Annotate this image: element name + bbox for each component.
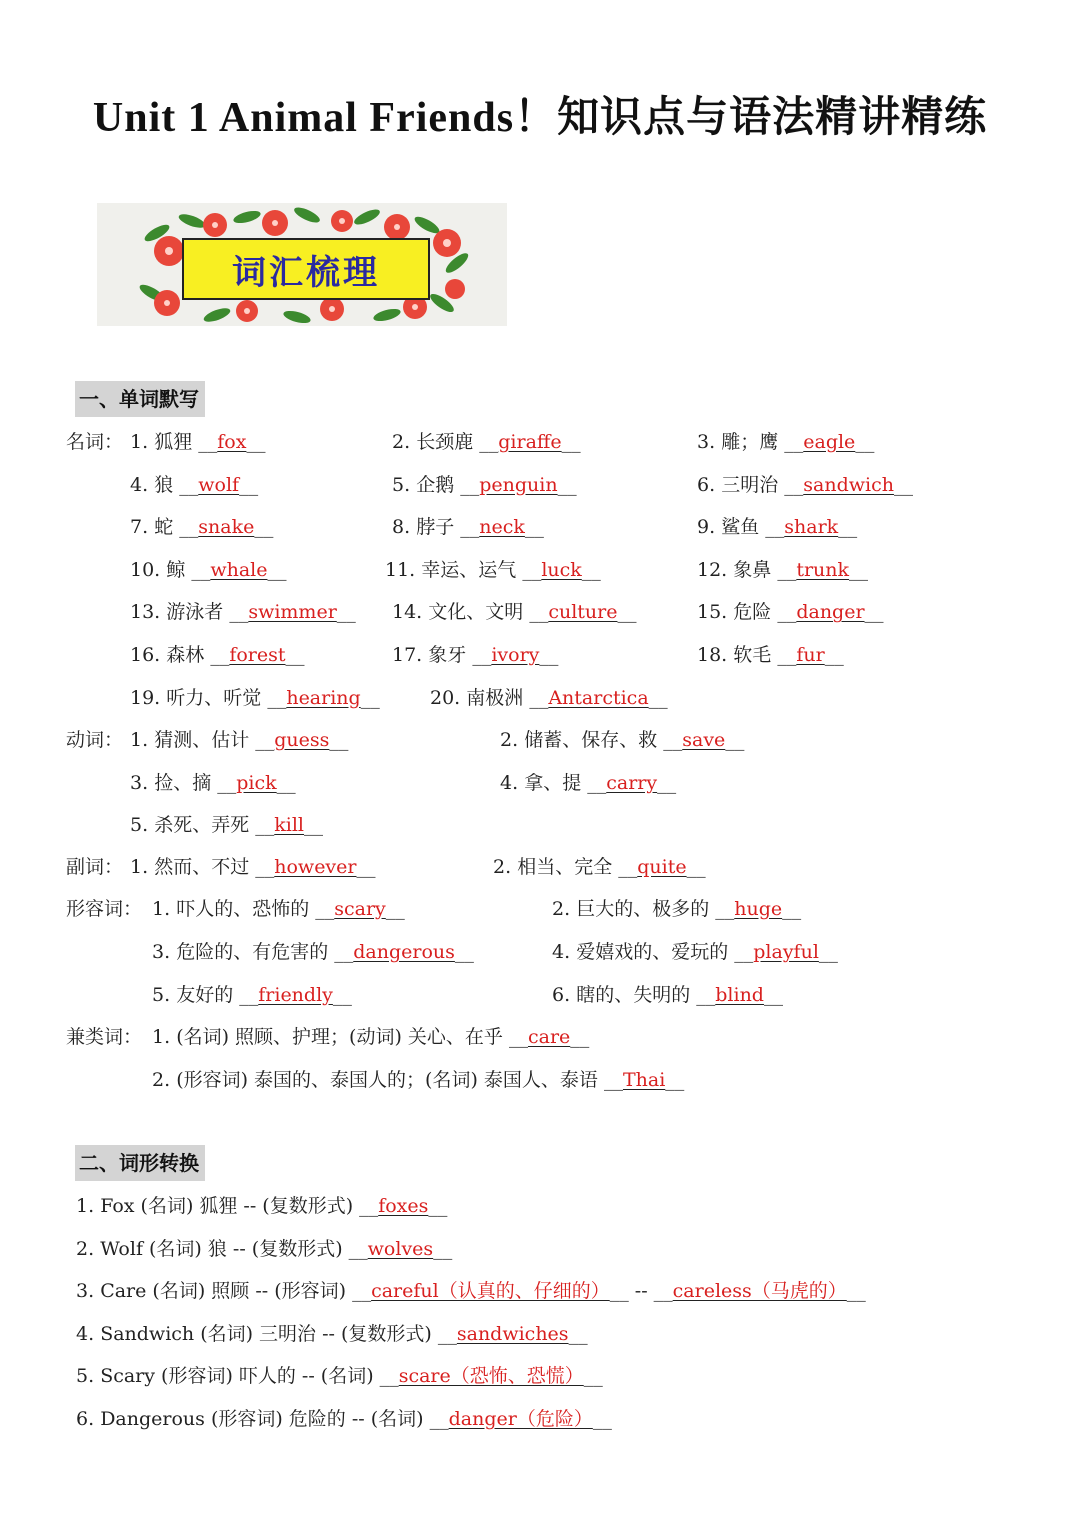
answer-blank: __ <box>609 1280 629 1303</box>
item-chinese: 然而、不过 <box>154 856 250 878</box>
item-number: 1. <box>130 729 149 751</box>
item-chinese: (名词) 照顾、护理；(动词) 关心、在乎 <box>176 1026 503 1048</box>
vocab-item <box>130 558 286 582</box>
item-number: 13. <box>130 601 161 624</box>
answer-text: ivory <box>491 644 540 666</box>
item-chinese: 游泳者 <box>166 601 224 624</box>
answer-blank: __ <box>353 1195 379 1217</box>
answer-blank: __ <box>423 1408 449 1430</box>
answer-text: fox <box>217 431 247 453</box>
item-number: 2. <box>500 729 519 751</box>
vocab-item <box>392 473 577 497</box>
item-chinese: 文化、文明 <box>428 601 524 624</box>
answer-text: wolves <box>367 1237 434 1260</box>
answer-blank: __ <box>276 772 296 794</box>
answer-blank: __ <box>570 1026 590 1048</box>
answer-text: care <box>527 1026 571 1048</box>
answer-blank: __ <box>524 516 544 539</box>
answer-blank: __ <box>304 814 323 836</box>
answer-text: culture <box>548 601 618 624</box>
vocab-item <box>392 600 636 624</box>
item-number: 2. <box>493 856 512 878</box>
answer-blank: __ <box>778 473 804 496</box>
item-prompt: Dangerous (形容词) 危险的 -- (名词) <box>100 1408 424 1430</box>
item-chinese: 象牙 <box>428 644 467 666</box>
item-number: 4. <box>76 1322 95 1345</box>
word-form-item <box>76 1364 603 1388</box>
answer-blank: __ <box>539 644 559 666</box>
item-number: 5. <box>76 1365 95 1388</box>
item-chinese: 友好的 <box>176 984 234 1006</box>
item-prompt: Fox (名词) 狐狸 -- (复数形式) <box>100 1195 354 1217</box>
item-chinese: 爱嬉戏的、爱玩的 <box>576 941 729 963</box>
answer-text: swimmer <box>248 601 337 624</box>
answer-blank: __ <box>523 686 549 709</box>
item-number: 2. <box>152 1069 171 1091</box>
answer-blank: __ <box>612 856 638 878</box>
answer-blank: __ <box>332 984 352 1006</box>
answer-text: blind <box>715 984 764 1006</box>
item-number: 18. <box>697 644 728 666</box>
vocab-item <box>130 473 258 497</box>
answer-blank: __ <box>597 1069 623 1091</box>
answer-blank: __ <box>771 558 797 581</box>
item-chinese: 吓人的、恐怖的 <box>176 898 310 920</box>
item-number: 1. <box>152 1026 171 1048</box>
vocab-item <box>130 600 356 624</box>
category-label-adjectives: 形容词： <box>66 898 143 920</box>
item-chinese: 森林 <box>166 644 205 666</box>
word-form-item <box>76 1407 612 1431</box>
answer-blank: __ <box>454 941 474 963</box>
answer-blank: __ <box>192 431 218 453</box>
item-chinese: 相当、完全 <box>517 856 613 878</box>
item-separator: -- <box>628 1280 654 1303</box>
answer-blank: __ <box>473 431 499 453</box>
item-chinese: (形容词) 泰国的、泰国人的；(名词) 泰国人、泰语 <box>176 1069 598 1091</box>
answer-blank: __ <box>173 473 199 496</box>
item-prompt: Sandwich (名词) 三明治 -- (复数形式) <box>100 1322 432 1345</box>
item-chinese: 拿、提 <box>524 772 582 794</box>
answer-blank: __ <box>233 984 259 1006</box>
answer-blank: __ <box>778 431 804 453</box>
item-chinese: 听力、听觉 <box>166 686 262 709</box>
answer-text: dangerous <box>353 941 455 963</box>
answer-blank: __ <box>592 1408 612 1430</box>
answer-text: danger（危险） <box>448 1408 593 1430</box>
item-number: 19. <box>130 686 161 709</box>
answer-blank: __ <box>657 772 677 794</box>
answer-blank: __ <box>431 1322 457 1345</box>
item-number: 16. <box>130 644 161 666</box>
item-chinese: 三明治 <box>721 473 779 496</box>
answer-text: careful（认真的、仔细的） <box>371 1280 610 1303</box>
answer-text: huge <box>734 898 783 920</box>
item-number: 6. <box>552 984 571 1006</box>
answer-text: friendly <box>258 984 333 1006</box>
vocab-item <box>430 686 668 710</box>
answer-blank: __ <box>818 941 838 963</box>
vocab-item <box>152 1068 684 1092</box>
item-number: 11. <box>385 558 416 581</box>
item-chinese: 鲸 <box>166 558 186 581</box>
answer-blank: __ <box>342 1237 368 1260</box>
vocab-item <box>152 983 352 1007</box>
answer-blank: __ <box>657 729 683 751</box>
answer-text: however <box>274 856 357 878</box>
answer-blank: __ <box>838 516 858 539</box>
answer-text: hearing <box>286 686 361 709</box>
answer-blank: __ <box>356 856 376 878</box>
answer-blank: __ <box>204 644 230 666</box>
category-label-adverbs: 副词： <box>66 856 124 878</box>
category-label-verbs: 动词： <box>66 729 124 751</box>
vocab-item <box>130 855 376 879</box>
answer-text: danger <box>796 601 865 624</box>
item-number: 5. <box>392 473 411 496</box>
answer-text: luck <box>541 558 582 581</box>
answer-text: neck <box>479 516 525 539</box>
category-label-multi-class: 兼类词： <box>66 1026 143 1048</box>
answer-blank: __ <box>846 1280 866 1303</box>
answer-blank: __ <box>309 898 335 920</box>
answer-blank: __ <box>516 558 542 581</box>
answer-blank: __ <box>428 1195 448 1217</box>
item-chinese: 雕；鹰 <box>721 431 779 453</box>
answer-blank: __ <box>759 516 785 539</box>
item-chinese: 幸运、运气 <box>421 558 517 581</box>
vocab-item <box>493 855 706 879</box>
item-number: 10. <box>130 558 161 581</box>
answer-text: shark <box>784 516 839 539</box>
answer-text: penguin <box>479 473 558 496</box>
answer-text: pick <box>236 772 277 794</box>
word-form-item <box>76 1279 866 1303</box>
item-chinese: 狐狸 <box>154 431 193 453</box>
answer-blank: __ <box>246 431 266 453</box>
vocab-item <box>697 430 874 454</box>
answer-blank: __ <box>336 601 356 624</box>
section-heading-dictation: 一、单词默写 <box>75 381 205 417</box>
item-number: 1. <box>130 856 149 878</box>
item-number: 1. <box>76 1195 95 1217</box>
answer-text: giraffe <box>498 431 562 453</box>
answer-text: scary <box>334 898 386 920</box>
item-number: 4. <box>500 772 519 794</box>
item-chinese: 企鹅 <box>416 473 455 496</box>
vocab-item <box>152 897 405 921</box>
answer-blank: __ <box>373 1365 399 1388</box>
answer-blank: __ <box>855 431 875 453</box>
answer-blank: __ <box>617 601 637 624</box>
word-form-item <box>76 1322 588 1346</box>
item-number: 2. <box>552 898 571 920</box>
item-number: 4. <box>552 941 571 963</box>
answer-text: playful <box>753 941 819 963</box>
answer-blank: __ <box>690 984 716 1006</box>
vocab-item <box>697 515 857 539</box>
answer-blank: __ <box>239 473 259 496</box>
item-chinese: 危险的、有危害的 <box>176 941 329 963</box>
word-form-item <box>76 1194 447 1218</box>
answer-blank: __ <box>223 601 249 624</box>
item-number: 2. <box>392 431 411 453</box>
answer-text: carry <box>606 772 658 794</box>
answer-blank: __ <box>211 772 237 794</box>
answer-blank: __ <box>725 729 745 751</box>
answer-text: eagle <box>803 431 856 453</box>
item-number: 3. <box>76 1280 95 1303</box>
banner-label: 词汇梳理 <box>182 238 430 300</box>
item-number: 20. <box>430 686 461 709</box>
item-number: 8. <box>392 516 411 539</box>
answer-blank: __ <box>249 856 275 878</box>
vocab-item <box>697 600 884 624</box>
answer-text: guess <box>274 729 330 751</box>
item-number: 1. <box>130 431 149 453</box>
item-prompt: Care (名词) 照顾 -- (形容词) <box>100 1280 347 1303</box>
answer-blank: __ <box>360 686 380 709</box>
answer-blank: __ <box>185 558 211 581</box>
answer-blank: __ <box>466 644 492 666</box>
item-number: 1. <box>152 898 171 920</box>
answer-text: careless（马虎的） <box>672 1280 847 1303</box>
answer-text: quite <box>637 856 687 878</box>
answer-blank: __ <box>824 644 844 666</box>
answer-blank: __ <box>454 516 480 539</box>
vocab-item <box>152 940 474 964</box>
item-number: 15. <box>697 601 728 624</box>
item-number: 5. <box>152 984 171 1006</box>
vocab-item <box>552 897 801 921</box>
answer-blank: __ <box>561 431 581 453</box>
answer-text: trunk <box>796 558 850 581</box>
vocab-item <box>130 515 273 539</box>
answer-blank: __ <box>581 772 607 794</box>
answer-blank: __ <box>267 558 287 581</box>
answer-text: Antarctica <box>548 686 649 709</box>
answer-text: snake <box>198 516 255 539</box>
item-chinese: 巨大的、极多的 <box>576 898 710 920</box>
answer-text: save <box>682 729 726 751</box>
item-number: 3. <box>130 772 149 794</box>
answer-blank: __ <box>849 558 869 581</box>
answer-text: wolf <box>198 473 240 496</box>
answer-blank: __ <box>454 473 480 496</box>
vocab-item <box>500 728 744 752</box>
item-number: 3. <box>152 941 171 963</box>
vocab-item <box>697 473 913 497</box>
item-chinese: 危险 <box>733 601 772 624</box>
item-chinese: 杀死、弄死 <box>154 814 250 836</box>
item-number: 6. <box>76 1408 95 1430</box>
answer-blank: __ <box>249 814 275 836</box>
vocab-item <box>130 813 323 837</box>
vocab-item <box>152 1025 589 1049</box>
answer-blank: __ <box>763 984 783 1006</box>
item-chinese: 狼 <box>154 473 174 496</box>
answer-blank: __ <box>173 516 199 539</box>
item-chinese: 象鼻 <box>733 558 772 581</box>
answer-blank: __ <box>568 1322 588 1345</box>
vocab-item <box>385 558 601 582</box>
item-number: 17. <box>392 644 423 666</box>
answer-blank: __ <box>686 856 706 878</box>
vocab-item <box>392 515 544 539</box>
item-chinese: 储蓄、保存、救 <box>524 729 658 751</box>
vocab-item <box>392 430 581 454</box>
answer-blank: __ <box>583 1365 603 1388</box>
answer-blank: __ <box>709 898 735 920</box>
answer-text: kill <box>274 814 304 836</box>
answer-blank: __ <box>385 898 405 920</box>
answer-text: sandwiches <box>456 1322 569 1345</box>
item-chinese: 脖子 <box>416 516 455 539</box>
answer-blank: __ <box>433 1237 453 1260</box>
answer-blank: __ <box>261 686 287 709</box>
answer-blank: __ <box>557 473 577 496</box>
answer-blank: __ <box>502 1026 528 1048</box>
answer-blank: __ <box>728 941 754 963</box>
page-title: Unit 1 Animal Friends！知识点与语法精讲精练 <box>92 95 988 141</box>
category-label-nouns: 名词： <box>66 431 124 453</box>
vocab-item <box>500 771 676 795</box>
answer-blank: __ <box>328 941 354 963</box>
vocab-item <box>552 940 838 964</box>
vocab-item <box>697 643 844 667</box>
answer-blank: __ <box>581 558 601 581</box>
answer-text: foxes <box>378 1195 429 1217</box>
answer-text: fur <box>796 644 825 666</box>
item-chinese: 蛇 <box>154 516 174 539</box>
item-number: 3. <box>697 431 716 453</box>
item-number: 12. <box>697 558 728 581</box>
item-chinese: 捡、摘 <box>154 772 212 794</box>
answer-blank: __ <box>665 1069 685 1091</box>
answer-text: forest <box>229 644 286 666</box>
answer-blank: __ <box>346 1280 372 1303</box>
answer-text: scare（恐怖、恐慌） <box>398 1365 584 1388</box>
item-number: 2. <box>76 1237 95 1260</box>
answer-text: whale <box>210 558 268 581</box>
answer-blank: __ <box>771 644 797 666</box>
item-chinese: 猜测、估计 <box>154 729 250 751</box>
item-chinese: 瞎的、失明的 <box>576 984 691 1006</box>
item-prompt: Wolf (名词) 狼 -- (复数形式) <box>100 1237 343 1260</box>
vocab-item <box>130 728 348 752</box>
answer-text: sandwich <box>803 473 894 496</box>
item-number: 14. <box>392 601 423 624</box>
vocab-item <box>130 771 296 795</box>
section-heading-word-forms: 二、词形转换 <box>75 1145 205 1181</box>
item-number: 6. <box>697 473 716 496</box>
item-number: 9. <box>697 516 716 539</box>
answer-blank: __ <box>523 601 549 624</box>
answer-blank: __ <box>864 601 884 624</box>
answer-blank: __ <box>782 898 802 920</box>
item-chinese: 软毛 <box>733 644 772 666</box>
item-chinese: 长颈鹿 <box>416 431 474 453</box>
item-number: 7. <box>130 516 149 539</box>
answer-blank: __ <box>329 729 349 751</box>
vocab-item <box>130 643 305 667</box>
vocabulary-banner <box>97 203 507 326</box>
item-number: 5. <box>130 814 149 836</box>
item-chinese: 鲨鱼 <box>721 516 760 539</box>
answer-blank: __ <box>254 516 274 539</box>
answer-blank: __ <box>893 473 913 496</box>
item-chinese: 南极洲 <box>466 686 524 709</box>
item-number: 4. <box>130 473 149 496</box>
vocab-item <box>130 430 265 454</box>
answer-blank: __ <box>771 601 797 624</box>
vocab-item <box>130 686 380 710</box>
answer-blank: __ <box>249 729 275 751</box>
vocab-item <box>697 558 868 582</box>
vocab-item <box>392 643 558 667</box>
item-prompt: Scary (形容词) 吓人的 -- (名词) <box>100 1365 374 1388</box>
word-form-item <box>76 1237 452 1261</box>
answer-text: Thai <box>622 1069 666 1091</box>
vocab-item <box>552 983 783 1007</box>
answer-blank: __ <box>285 644 305 666</box>
answer-blank: __ <box>653 1280 673 1303</box>
answer-blank: __ <box>648 686 668 709</box>
